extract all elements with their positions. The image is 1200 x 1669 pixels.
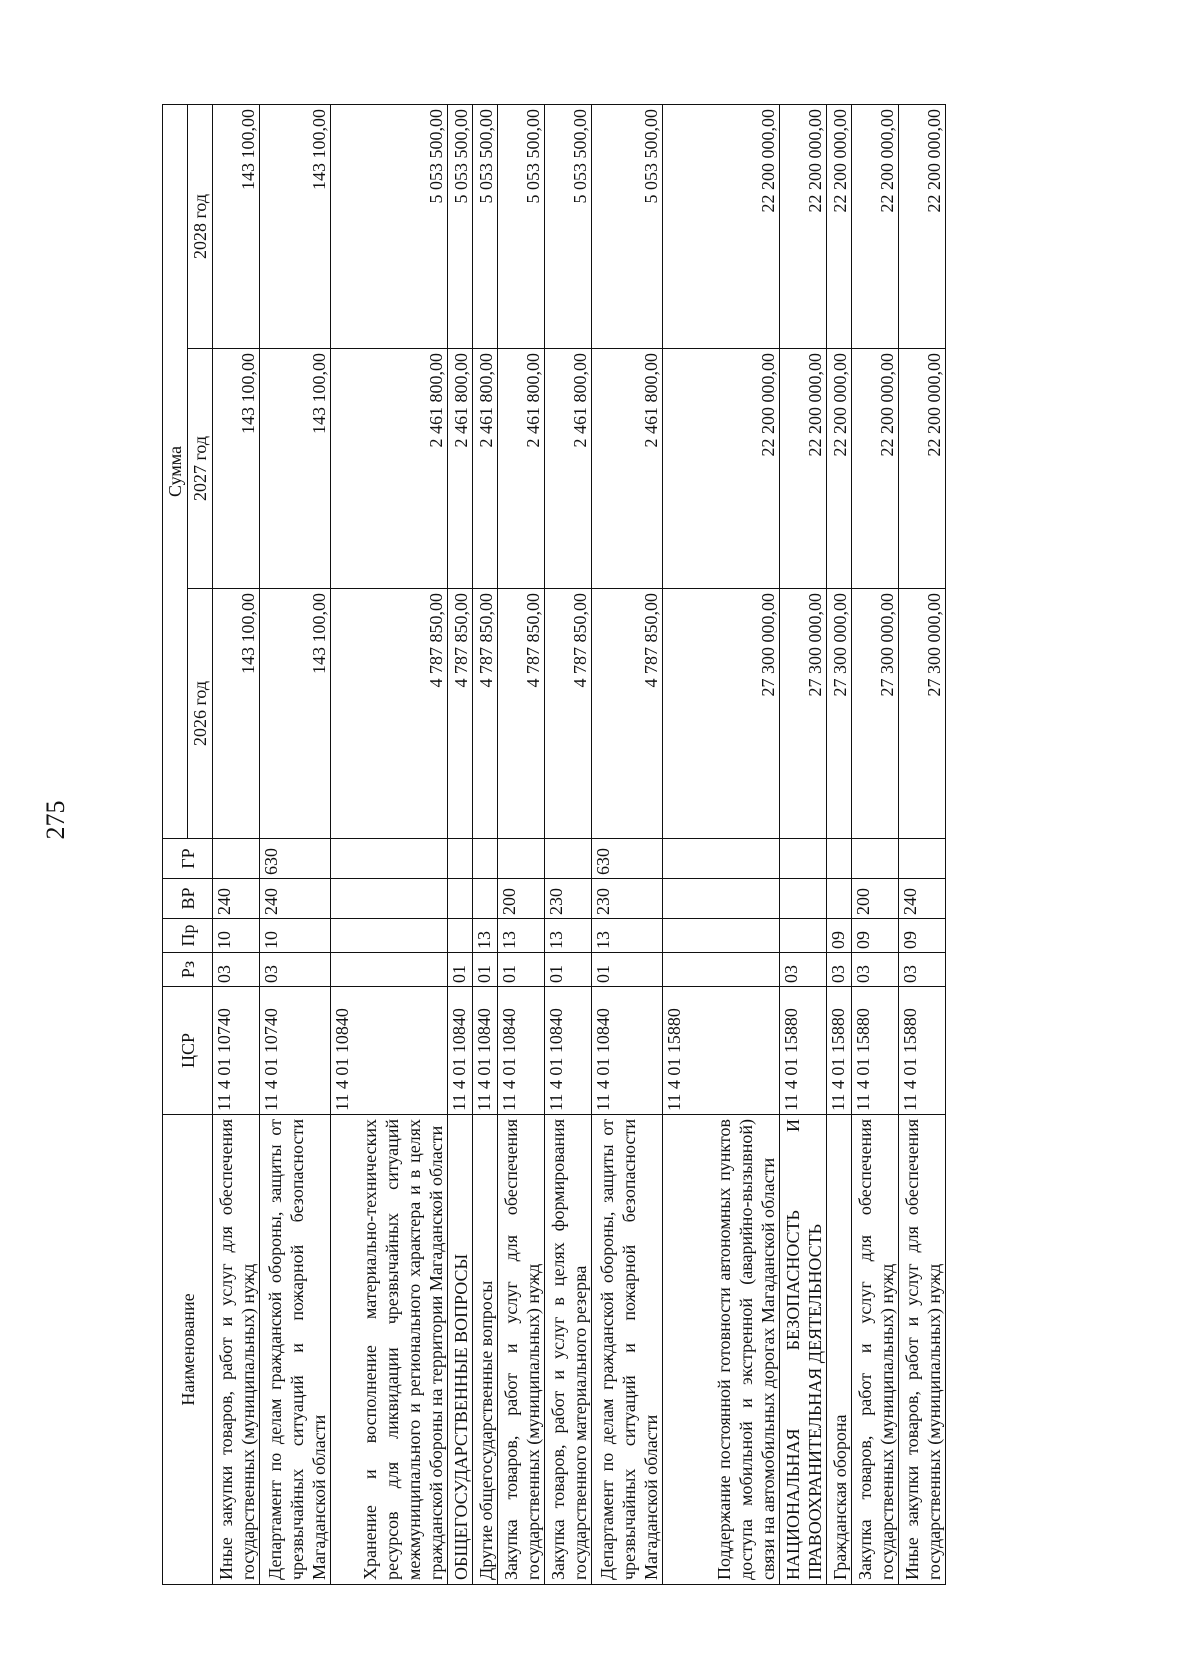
cell-vr: 240 — [260, 879, 331, 919]
cell-2027: 143 100,00 — [260, 349, 331, 589]
cell-gr: 630 — [592, 839, 663, 879]
cell-2027: 22 200 000,00 — [852, 349, 899, 589]
cell-gr — [473, 839, 498, 879]
header-csr: ЦСР — [163, 987, 213, 1115]
cell-csr: 11 4 01 15880 — [663, 987, 780, 1115]
cell-rz — [331, 953, 448, 987]
cell-pr — [663, 919, 780, 953]
cell-rz: 01 — [473, 953, 498, 987]
cell-2028: 143 100,00 — [260, 104, 331, 348]
cell-vr — [331, 879, 448, 919]
header-vr: ВР — [163, 879, 213, 919]
cell-vr: 200 — [852, 879, 899, 919]
header-2027: 2027 год — [188, 349, 213, 589]
cell-2026: 27 300 000,00 — [899, 589, 946, 839]
cell-2028: 5 053 500,00 — [592, 104, 663, 348]
cell-2026: 4 787 850,00 — [498, 589, 545, 839]
cell-2026: 4 787 850,00 — [545, 589, 592, 839]
cell-rz: 03 — [899, 953, 946, 987]
cell-rz: 01 — [545, 953, 592, 987]
cell-vr: 240 — [899, 879, 946, 919]
cell-2027: 22 200 000,00 — [780, 349, 827, 589]
cell-gr — [213, 839, 260, 879]
cell-csr: 11 4 01 10840 — [448, 987, 473, 1115]
cell-name: Закупка товаров, работ и услуг в целях формирования государственного материального резерва — [545, 1115, 592, 1585]
cell-name: Закупка товаров, работ и услуг для обеспечения государственных (муниципальных) нужд — [498, 1115, 545, 1585]
cell-2027: 143 100,00 — [213, 349, 260, 589]
cell-csr: 11 4 01 10840 — [545, 987, 592, 1115]
cell-2027: 2 461 800,00 — [331, 349, 448, 589]
table-row — [331, 104, 448, 1584]
cell-csr: 11 4 01 10840 — [592, 987, 663, 1115]
cell-csr: 11 4 01 10740 — [213, 987, 260, 1115]
cell-name: Поддержание постоянной готовности автономных пунктов доступа мобильной и экстренной (аварийно-вызывной) связи на автомобильных дорогах Магаданской области — [663, 1115, 780, 1585]
cell-rz — [663, 953, 780, 987]
cell-rz: 03 — [827, 953, 852, 987]
table-row — [852, 104, 899, 1584]
cell-gr — [663, 839, 780, 879]
cell-name: Другие общегосударственные вопросы — [473, 1115, 498, 1585]
cell-2027: 2 461 800,00 — [592, 349, 663, 589]
cell-name: Хранение и восполнение материально-технических ресурсов для ликвидации чрезвычайных ситуаций межмуниципального и регионального характера и в целях гражданской обороны на территории Магаданской области — [331, 1115, 448, 1585]
table-row — [213, 104, 260, 1584]
cell-2027: 2 461 800,00 — [498, 349, 545, 589]
cell-2026: 4 787 850,00 — [448, 589, 473, 839]
budget-table-container — [162, 105, 1012, 1585]
cell-pr: 09 — [852, 919, 899, 953]
cell-gr — [331, 839, 448, 879]
cell-rz: 01 — [498, 953, 545, 987]
cell-gr: 630 — [260, 839, 331, 879]
cell-pr: 13 — [545, 919, 592, 953]
cell-2027: 2 461 800,00 — [473, 349, 498, 589]
budget-table — [162, 104, 946, 1585]
header-name: Наименование — [163, 1115, 213, 1585]
cell-rz: 03 — [780, 953, 827, 987]
header-gr: ГР — [163, 839, 213, 879]
cell-pr: 13 — [592, 919, 663, 953]
cell-pr: 10 — [260, 919, 331, 953]
cell-2028: 22 200 000,00 — [663, 104, 780, 348]
cell-2028: 5 053 500,00 — [473, 104, 498, 348]
cell-csr: 11 4 01 15880 — [899, 987, 946, 1115]
cell-rz: 01 — [592, 953, 663, 987]
table-row — [498, 104, 545, 1584]
cell-2028: 22 200 000,00 — [780, 104, 827, 348]
cell-name: Департамент по делам гражданской обороны, защиты от чрезвычайных ситуаций и пожарной безопасности Магаданской области — [260, 1115, 331, 1585]
cell-2026: 27 300 000,00 — [780, 589, 827, 839]
cell-2027: 22 200 000,00 — [663, 349, 780, 589]
cell-pr: 13 — [473, 919, 498, 953]
cell-csr: 11 4 01 15880 — [780, 987, 827, 1115]
cell-name: Иные закупки товаров, работ и услуг для обеспечения государственных (муниципальных) нужд — [899, 1115, 946, 1585]
header-2028: 2028 год — [188, 104, 213, 348]
cell-gr — [545, 839, 592, 879]
cell-2027: 2 461 800,00 — [545, 349, 592, 589]
table-row — [592, 104, 663, 1584]
table-row — [260, 104, 331, 1584]
cell-vr: 200 — [498, 879, 545, 919]
cell-name: Иные закупки товаров, работ и услуг для обеспечения государственных (муниципальных) нужд — [213, 1115, 260, 1585]
cell-2027: 2 461 800,00 — [448, 349, 473, 589]
cell-gr — [852, 839, 899, 879]
cell-csr: 11 4 01 15880 — [852, 987, 899, 1115]
cell-vr — [663, 879, 780, 919]
cell-2028: 5 053 500,00 — [545, 104, 592, 348]
cell-2028: 5 053 500,00 — [498, 104, 545, 348]
cell-name: НАЦИОНАЛЬНАЯ БЕЗОПАСНОСТЬ И ПРАВООХРАНИТЕЛЬНАЯ ДЕЯТЕЛЬНОСТЬ — [780, 1115, 827, 1585]
cell-pr — [448, 919, 473, 953]
cell-gr — [780, 839, 827, 879]
cell-2028: 5 053 500,00 — [448, 104, 473, 348]
cell-rz: 03 — [260, 953, 331, 987]
cell-2028: 143 100,00 — [213, 104, 260, 348]
cell-csr: 11 4 01 15880 — [827, 987, 852, 1115]
cell-2026: 4 787 850,00 — [592, 589, 663, 839]
page-number: 275 — [41, 800, 70, 840]
table-row — [780, 104, 827, 1584]
cell-name: Департамент по делам гражданской обороны, защиты от чрезвычайных ситуаций и пожарной безопасности Магаданской области — [592, 1115, 663, 1585]
cell-2028: 5 053 500,00 — [331, 104, 448, 348]
cell-vr: 230 — [545, 879, 592, 919]
cell-gr — [899, 839, 946, 879]
cell-2028: 22 200 000,00 — [852, 104, 899, 348]
table-row — [899, 104, 946, 1584]
cell-pr: 09 — [827, 919, 852, 953]
cell-pr: 09 — [899, 919, 946, 953]
cell-gr — [448, 839, 473, 879]
cell-csr: 11 4 01 10840 — [331, 987, 448, 1115]
cell-rz: 01 — [448, 953, 473, 987]
cell-vr: 240 — [213, 879, 260, 919]
cell-name: ОБЩЕГОСУДАРСТВЕННЫЕ ВОПРОСЫ — [448, 1115, 473, 1585]
cell-name: Закупка товаров, работ и услуг для обеспечения государственных (муниципальных) нужд — [852, 1115, 899, 1585]
cell-gr — [498, 839, 545, 879]
cell-2027: 22 200 000,00 — [899, 349, 946, 589]
header-2026: 2026 год — [188, 589, 213, 839]
header-rz: Рз — [163, 953, 213, 987]
cell-vr: 230 — [592, 879, 663, 919]
header-sum: Сумма — [163, 104, 188, 838]
cell-csr: 11 4 01 10740 — [260, 987, 331, 1115]
table-row — [545, 104, 592, 1584]
cell-rz: 03 — [213, 953, 260, 987]
cell-vr — [827, 879, 852, 919]
table-row — [473, 104, 498, 1584]
cell-pr: 10 — [213, 919, 260, 953]
table-row — [448, 104, 473, 1584]
cell-2026: 4 787 850,00 — [473, 589, 498, 839]
cell-pr: 13 — [498, 919, 545, 953]
cell-2028: 22 200 000,00 — [827, 104, 852, 348]
cell-vr — [448, 879, 473, 919]
header-pr: Пр — [163, 919, 213, 953]
cell-gr — [827, 839, 852, 879]
cell-csr: 11 4 01 10840 — [498, 987, 545, 1115]
cell-2026: 27 300 000,00 — [827, 589, 852, 839]
table-row — [827, 104, 852, 1584]
cell-vr — [780, 879, 827, 919]
cell-csr: 11 4 01 10840 — [473, 987, 498, 1115]
cell-2026: 27 300 000,00 — [852, 589, 899, 839]
cell-2026: 143 100,00 — [213, 589, 260, 839]
cell-pr — [780, 919, 827, 953]
table-row — [663, 104, 780, 1584]
cell-2028: 22 200 000,00 — [899, 104, 946, 348]
cell-2026: 4 787 850,00 — [331, 589, 448, 839]
cell-name: Гражданская оборона — [827, 1115, 852, 1585]
header-row-1 — [163, 104, 188, 1584]
cell-pr — [331, 919, 448, 953]
cell-2026: 27 300 000,00 — [663, 589, 780, 839]
cell-rz: 03 — [852, 953, 899, 987]
cell-2027: 22 200 000,00 — [827, 349, 852, 589]
cell-2026: 143 100,00 — [260, 589, 331, 839]
cell-vr — [473, 879, 498, 919]
